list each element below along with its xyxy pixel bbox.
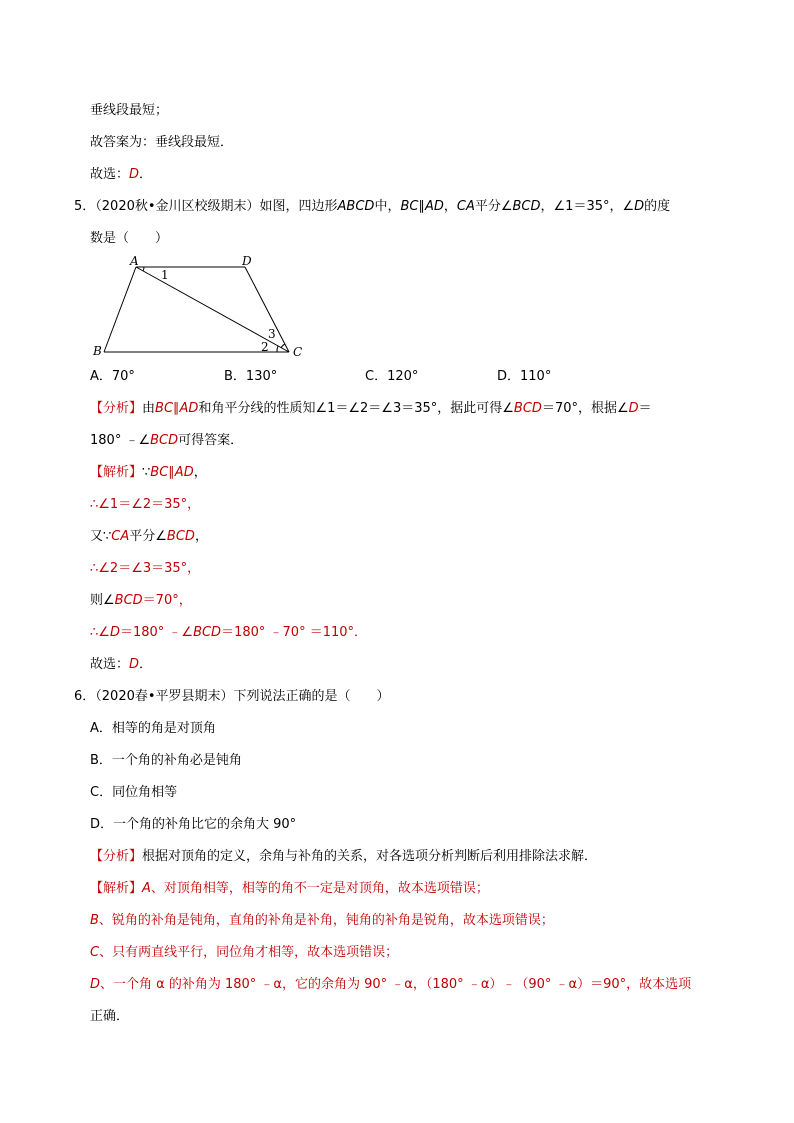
prev-line-3: 故选：D．	[90, 167, 153, 182]
q5-stem-line-2: 数是（ ）	[90, 231, 169, 246]
prev-line-1: 垂线段最短；	[90, 103, 169, 118]
q5-solution-line-5: 则∠BCD＝70°，	[90, 593, 192, 608]
analysis-tag: 【分析】	[90, 849, 143, 864]
q5-option-b: B．130°	[224, 369, 278, 384]
edge-ab	[104, 267, 136, 352]
q6-solution-line-2: B、锐角的补角是钝角，直角的补角是补角，钝角的补角是锐角，故本选项错误；	[90, 913, 554, 928]
q6-option-d: D．一个角的补角比它的余角大 90°	[90, 817, 297, 832]
q6-option-b: B．一个角的补角必是钝角	[90, 753, 242, 768]
trapezoid-figure	[88, 252, 308, 360]
analysis-tag: 【分析】	[90, 401, 143, 416]
q5-options	[90, 368, 551, 386]
vertex-label-c: C	[293, 345, 303, 359]
q5-solution-line-3: 又∵CA平分∠BCD，	[90, 529, 208, 544]
q5-analysis-line-1: 【分析】由BC∥AD和角平分线的性质知∠1＝∠2＝∠3＝35°，据此可得∠BCD＝70°，根据∠D＝	[90, 401, 652, 416]
angle-arc-3	[281, 344, 285, 348]
prev-line-2: 故答案为：垂线段最短．	[90, 135, 234, 150]
angle-label-3: 3	[268, 327, 276, 341]
q5-option-d: D．110°	[497, 369, 552, 384]
solution-tag: 【解析】	[90, 881, 143, 896]
q5-solution-line-4: ∴∠2＝∠3＝35°，	[90, 561, 201, 576]
q6-analysis: 【分析】根据对顶角的定义，余角与补角的关系，对各选项分析判断后利用排除法求解．	[90, 849, 598, 864]
q5-solution-line-6: ∴∠D＝180° ﹣∠BCD＝180° ﹣70° ＝110°．	[90, 625, 368, 640]
angle-label-1: 1	[161, 268, 169, 282]
q6-option-c: C．同位角相等	[90, 785, 178, 800]
q5-solution-line-7: 故选：D．	[90, 657, 153, 672]
q5-solution-line-2: ∴∠1＝∠2＝35°，	[90, 497, 201, 512]
q5-option-c: C．120°	[365, 369, 419, 384]
vertex-label-d: D	[242, 254, 252, 268]
q5-analysis-line-2: 180° ﹣∠BCD可得答案．	[90, 433, 244, 448]
angle-arc-1	[143, 267, 144, 271]
q6-solution-line-3: C、只有两直线平行，同位角才相等，故本选项错误；	[90, 945, 399, 960]
q6-stem: 6．（2020春•平罗县期末）下列说法正确的是（ ）	[74, 689, 390, 704]
q6-solution-line-1: 【解析】A、对顶角相等，相等的角不一定是对顶角，故本选项错误；	[90, 881, 489, 896]
q5-solution-line-1: 【解析】∵BC∥AD，	[90, 465, 207, 480]
q6-solution-line-4: D、一个角 α 的补角为 180° ﹣α，它的余角为 90° ﹣α，（180° ﹣α）﹣（90° ﹣α）＝90°，故本选项	[90, 977, 692, 992]
q5-option-a: A．70°	[90, 369, 135, 384]
q6-option-a: A．相等的角是对顶角	[90, 721, 216, 736]
vertex-label-b: B	[93, 344, 102, 358]
q6-solution-line-5: 正确．	[90, 1009, 130, 1024]
vertex-label-a: A	[130, 254, 139, 268]
solution-tag: 【解析】	[90, 465, 143, 480]
angle-arc-2	[277, 346, 278, 352]
q5-stem-line-1: 5．（2020秋•金川区校级期末）如图，四边形ABCD中，BC∥AD，CA平分∠BCD，∠1＝35°，∠D的度	[74, 199, 671, 214]
angle-label-2: 2	[261, 340, 269, 354]
